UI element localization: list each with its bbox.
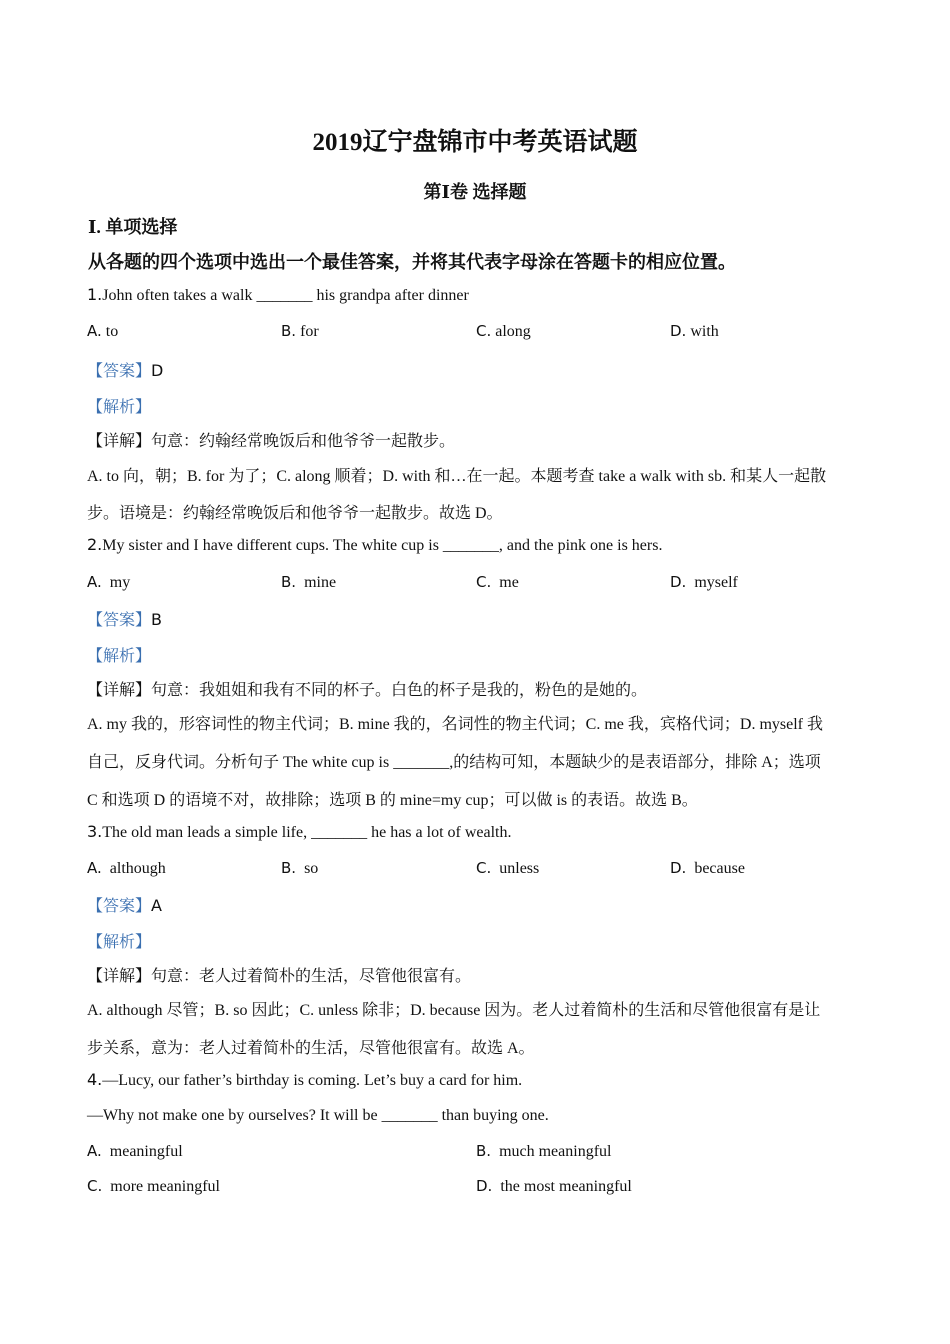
question-3-stem	[87, 822, 512, 842]
q2-option-a[interactable]: A. my	[87, 573, 131, 591]
question-text: My sister and I have different cups. The white cup is _______, and the pink one is hers.	[102, 537, 663, 554]
q2-detail-line-2: A. my 我的，形容词性的物主代词；B. mine 我的，名词性的物主代词；C. me 我，宾格代词；D. myself 我	[87, 716, 823, 733]
q1-detail-line-3: 步。语境是：约翰经常晚饭后和他爷爷一起散步。故选 D。	[87, 505, 503, 522]
q3-analysis-label: 【解析】	[87, 934, 152, 951]
q2-analysis-label: 【解析】	[87, 648, 152, 665]
q1-analysis-label: 【解析】	[87, 399, 152, 416]
q3-detail-line-2: A. although 尽管；B. so 因此；C. unless 除非；D. because 因为。老人过着简朴的生活和尽管他很富有是让	[87, 1002, 821, 1019]
q3-detail-line-3: 步关系，意为：老人过着简朴的生活，尽管他很富有。故选 A。	[87, 1040, 535, 1057]
q1-answer: 【答案】D	[87, 361, 164, 380]
q4-option-d[interactable]: D. the most meaningful	[476, 1177, 632, 1195]
q2-detail-line-1: 【详解】句意：我姐姐和我有不同的杯子。白色的杯子是我的，粉色的是她的。	[87, 682, 648, 699]
question-number: 4.	[87, 1070, 103, 1089]
question-number: 1.	[87, 285, 103, 304]
q4-option-c[interactable]: C. more meaningful	[87, 1177, 220, 1195]
q2-option-d[interactable]: D. myself	[670, 573, 738, 591]
q2-option-c[interactable]: C. me	[476, 573, 519, 591]
question-text: John often takes a walk _______ his grandpa after dinner	[102, 287, 469, 304]
q1-option-d[interactable]: D. with	[670, 322, 719, 340]
q4-option-b[interactable]: B. much meaningful	[476, 1142, 612, 1160]
q2-detail-line-3: 自己，反身代词。分析句子 The white cup is _______,的结构可知，本题缺少的是表语部分，排除 A；选项	[87, 754, 821, 771]
q4-option-a[interactable]: A. meaningful	[87, 1142, 183, 1160]
q1-detail-line-1: 【详解】句意：约翰经常晚饭后和他爷爷一起散步。	[87, 433, 456, 450]
q1-detail-line-2: A. to 向，朝；B. for 为了；C. along 顺着；D. with 和…在一起。本题考查 take a walk with sb. 和某人一起散	[87, 468, 827, 485]
question-text: —Lucy, our father’s birthday is coming. Let’s buy a card for him.	[102, 1072, 523, 1089]
q3-option-c[interactable]: C. unless	[476, 859, 540, 877]
page-title: 2019辽宁盘锦市中考英语试题	[312, 129, 638, 156]
question-2-stem	[87, 535, 662, 555]
question-4-stem	[87, 1070, 522, 1090]
q2-detail-line-4: C 和选项 D 的语境不对，故排除；选项 B 的 mine=my cup；可以做 is 的表语。故选 B。	[87, 792, 698, 809]
q3-answer: 【答案】A	[87, 896, 162, 915]
question-number: 2.	[87, 535, 103, 554]
instruction-text: 从各题的四个选项中选出一个最佳答案，并将其代表字母涂在答题卡的相应位置。	[88, 252, 736, 272]
question-4-stem-line-2: —Why not make one by ourselves? It will be _______ than buying one.	[87, 1107, 549, 1124]
q3-option-b[interactable]: B. so	[281, 859, 319, 877]
q1-option-c[interactable]: C. along	[476, 322, 531, 340]
q3-option-d[interactable]: D. because	[670, 859, 745, 877]
question-1-stem	[87, 285, 469, 305]
part-subtitle: 第Ⅰ卷 选择题	[423, 182, 527, 202]
q2-option-b[interactable]: B. mine	[281, 573, 337, 591]
q1-option-a[interactable]: A. to	[87, 322, 119, 340]
q1-option-b[interactable]: B. for	[281, 322, 319, 340]
question-number: 3.	[87, 822, 103, 841]
question-text: The old man leads a simple life, _______ he has a lot of wealth.	[102, 824, 512, 841]
q2-answer: 【答案】B	[87, 610, 162, 629]
section-heading: Ⅰ. 单项选择	[88, 217, 178, 237]
q3-option-a[interactable]: A. although	[87, 859, 166, 877]
q3-detail-line-1: 【详解】句意：老人过着简朴的生活，尽管他很富有。	[87, 968, 472, 985]
